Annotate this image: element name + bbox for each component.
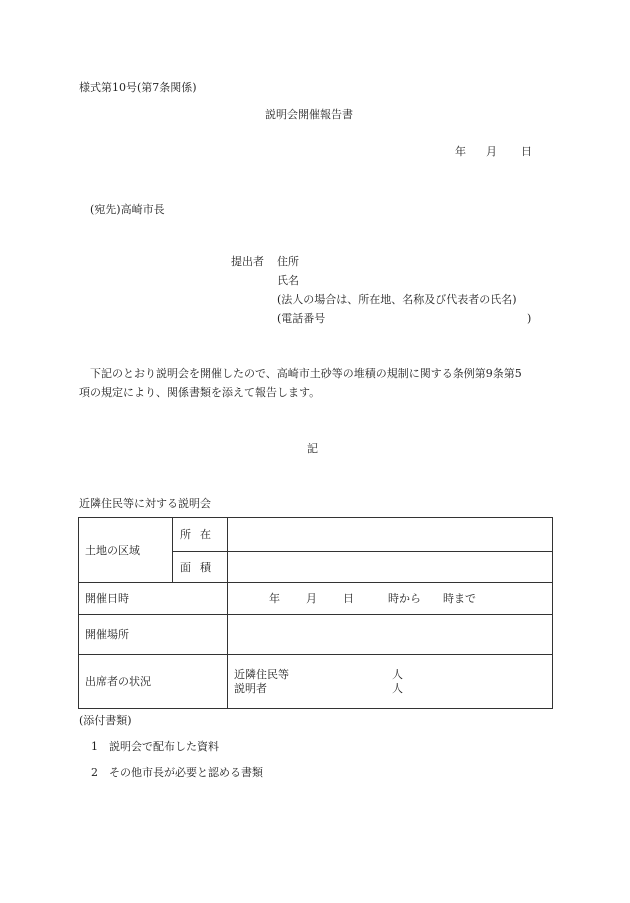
attendance-value-cell <box>228 655 553 709</box>
explainer-unit: 人 <box>392 681 403 695</box>
phone-label: (電話番号 <box>277 312 326 325</box>
location-label: 所在 <box>173 518 228 552</box>
submitter-label: 提出者 <box>231 255 264 268</box>
briefing-table <box>78 517 553 709</box>
attachment-item-1-text: 説明会で配布した資料 <box>109 740 219 753</box>
date-year-label: 年 <box>455 145 466 158</box>
table-caption: 近隣住民等に対する説明会 <box>79 497 211 510</box>
location-value-cell <box>228 518 553 552</box>
attachment-item-2-text: その他市長が必要と認める書類 <box>109 766 263 779</box>
attachment-item-1-num: 1 <box>91 740 98 753</box>
meeting-year-label: 年 <box>269 592 280 605</box>
attachments-heading: (添付書類) <box>79 714 132 727</box>
ki-heading: 記 <box>307 442 318 455</box>
area-value-cell <box>228 552 553 583</box>
date-time-label: 開催日時 <box>79 583 228 615</box>
area-label: 面積 <box>173 552 228 583</box>
land-area-label: 土地の区域 <box>79 518 173 583</box>
form-number: 様式第10号(第7条関係) <box>79 81 197 94</box>
neighbors-label: 近隣住民等 <box>234 667 289 681</box>
body-text-line2: 項の規定により、関係書類を添えて報告します。 <box>79 386 321 399</box>
body-text-line1: 下記のとおり説明会を開催したので、高崎市土砂等の堆積の規制に関する条例第9条第5 <box>90 367 522 380</box>
time-from-label: 時から <box>388 592 421 605</box>
time-to-label: 時まで <box>443 592 476 605</box>
addressee: (宛先)高崎市長 <box>90 203 165 216</box>
attendance-label: 出席者の状況 <box>79 655 228 709</box>
date-day-label: 日 <box>521 145 532 158</box>
name-label: 氏名 <box>277 274 299 287</box>
document-title: 説明会開催報告書 <box>265 108 353 121</box>
meeting-day-label: 日 <box>343 592 354 605</box>
phone-close-paren: ) <box>527 312 532 325</box>
meeting-month-label: 月 <box>306 592 317 605</box>
corporate-note: (法人の場合は、所在地、名称及び代表者の氏名) <box>277 293 517 306</box>
date-time-value-cell <box>228 583 553 615</box>
date-month-label: 月 <box>486 145 497 158</box>
address-label: 住所 <box>277 255 299 268</box>
neighbors-unit: 人 <box>392 667 403 681</box>
venue-value-cell <box>228 615 553 655</box>
explainer-label: 説明者 <box>234 681 267 695</box>
attachment-item-2-num: 2 <box>91 766 98 779</box>
venue-label: 開催場所 <box>79 615 228 655</box>
